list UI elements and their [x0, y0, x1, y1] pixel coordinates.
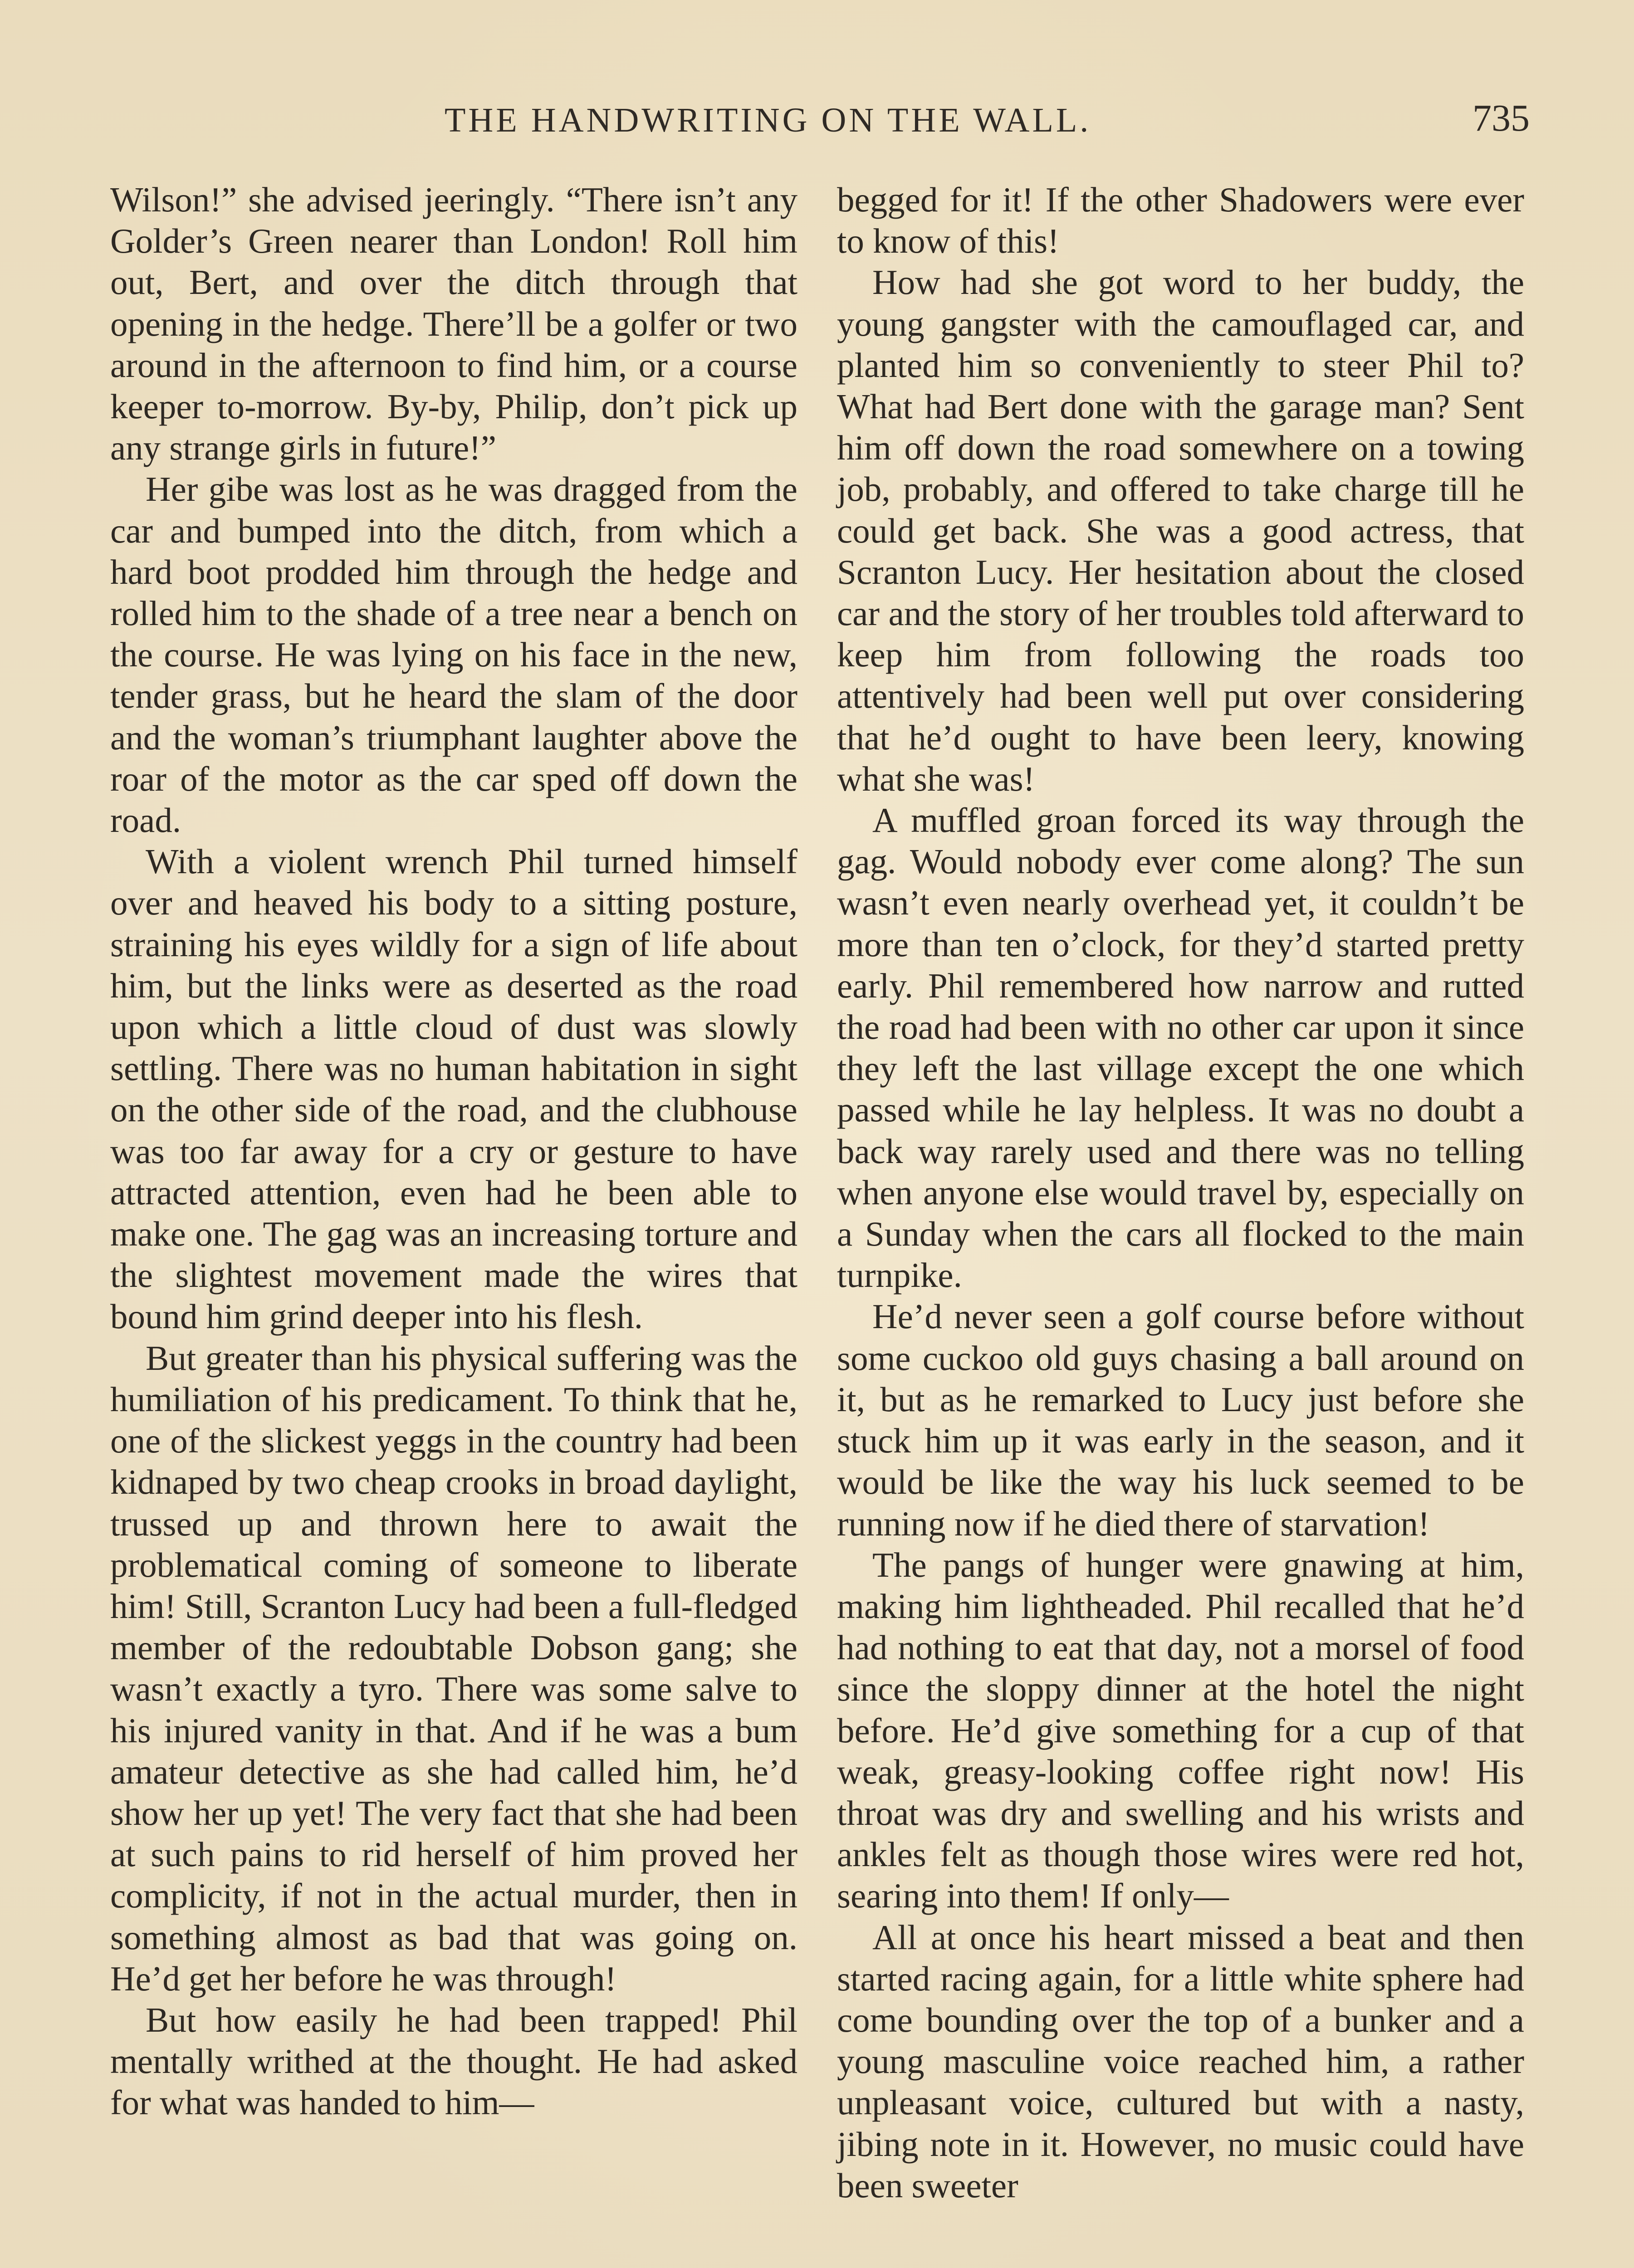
paragraph: The pangs of hunger were gnawing at him, making him lightheaded. Phil recalled that he’d had nothing to eat that day, not a morsel of food since the sloppy dinner at the hotel the night before. He’d give something for a cup of that weak, greasy-looking coffee right now! His throat was dry and swelling and his wrists and ankles felt as though those wires were red hot, searing into them! If only—: [837, 1545, 1524, 1916]
paragraph: He’d never seen a golf course before without some cuckoo old guys chasing a ball around on it, but as he remarked to Lucy just before she stuck him up it was early in the season, and it would be like the way his luck seemed to be running now if he died there of starvation!: [837, 1297, 1524, 1543]
running-title: THE HANDWRITING ON THE WALL.: [445, 101, 1091, 139]
paragraph: All at once his heart missed a beat and then started racing again, for a little white sphere had come bounding over the top of a bunker and a young masculine voice reached him, a rather unpleasant voice, cultured but with a nasty, jibing note in it. However, no music could have been sweeter: [837, 1917, 1524, 2205]
paragraph: begged for it! If the other Shadowers were ever to know of this!: [837, 180, 1524, 261]
paragraph: A muffled groan forced its way through the gag. Would nobody ever come along? The sun wasn’t even nearly overhead yet, it couldn’t be more than ten o’clock, for they’d started pretty early. Phil remembered how narrow and rutted the road had been with no other car upon it since they left the last village except the one which passed while he lay helpless. It was no doubt a back way rarely used and there was no telling when anyone else would travel by, especially on a Sunday when the cars all flocked to the main turnpike.: [837, 801, 1524, 1295]
paragraph: But greater than his physical suffering was the humiliation of his predicament. To think that he, one of the slickest yeggs in the country had been kidnaped by two cheap crooks in broad daylight, trussed up and thrown here to await the problematical coming of someone to liberate him! Still, Scranton Lucy had been a full-fledged member of the redoubtable Dobson gang; she wasn’t exactly a tyro. There was some salve to his injured vanity in that. And if he was a bum amateur detective as she had called him, he’d show her up yet! The very fact that she had been at such pains to rid herself of him proved her complicity, if not in the actual murder, then in something almost as bad that was going on. He’d get her before he was through!: [110, 1338, 797, 1998]
paragraph: Wilson!” she advised jeeringly. “There isn’t any Golder’s Green nearer than London! Roll him out, Bert, and over the ditch through that opening in the hedge. There’ll be a golfer or two around in the afternoon to find him, or a course keeper to-morrow. By-by, Philip, don’t pick up any strange girls in future!”: [110, 180, 797, 468]
paragraph: But how easily he had been trapped! Phil mentally writhed at the thought. He had asked for what was handed to him—: [110, 2000, 797, 2122]
page-number: 735: [1473, 97, 1530, 139]
left-column: [110, 179, 797, 2124]
paragraph: How had she got word to her buddy, the young gangster with the camouflaged car, and planted him so conveniently to steer Phil to? What had Bert done with the garage man? Sent him off down the road somewhere on a towing job, probably, and offered to take charge till he could get back. She was a good actress, that Scranton Lucy. Her hesitation about the closed car and the story of her troubles told afterward to keep him from following the roads too attentively had been well put over considering that he’d ought to have been leery, knowing what she was!: [837, 263, 1524, 798]
paragraph: With a violent wrench Phil turned himself over and heaved his body to a sitting posture, straining his eyes wildly for a sign of life about him, but the links were as deserted as the road upon which a little cloud of dust was slowly settling. There was no human habitation in sight on the other side of the road, and the clubhouse was too far away for a cry or gesture to have attracted attention, even had he been able to make one. The gag was an increasing torture and the slightest movement made the wires that bound him grind deeper into his flesh.: [110, 842, 797, 1336]
paragraph: Her gibe was lost as he was dragged from the car and bumped into the ditch, from which a hard boot prodded him through the hedge and rolled him to the shade of a tree near a bench on the course. He was lying on his face in the new, tender grass, but he heard the slam of the door and the woman’s triumphant laughter above the roar of the motor as the car sped off down the road.: [110, 469, 797, 840]
right-column: [837, 179, 1524, 2206]
